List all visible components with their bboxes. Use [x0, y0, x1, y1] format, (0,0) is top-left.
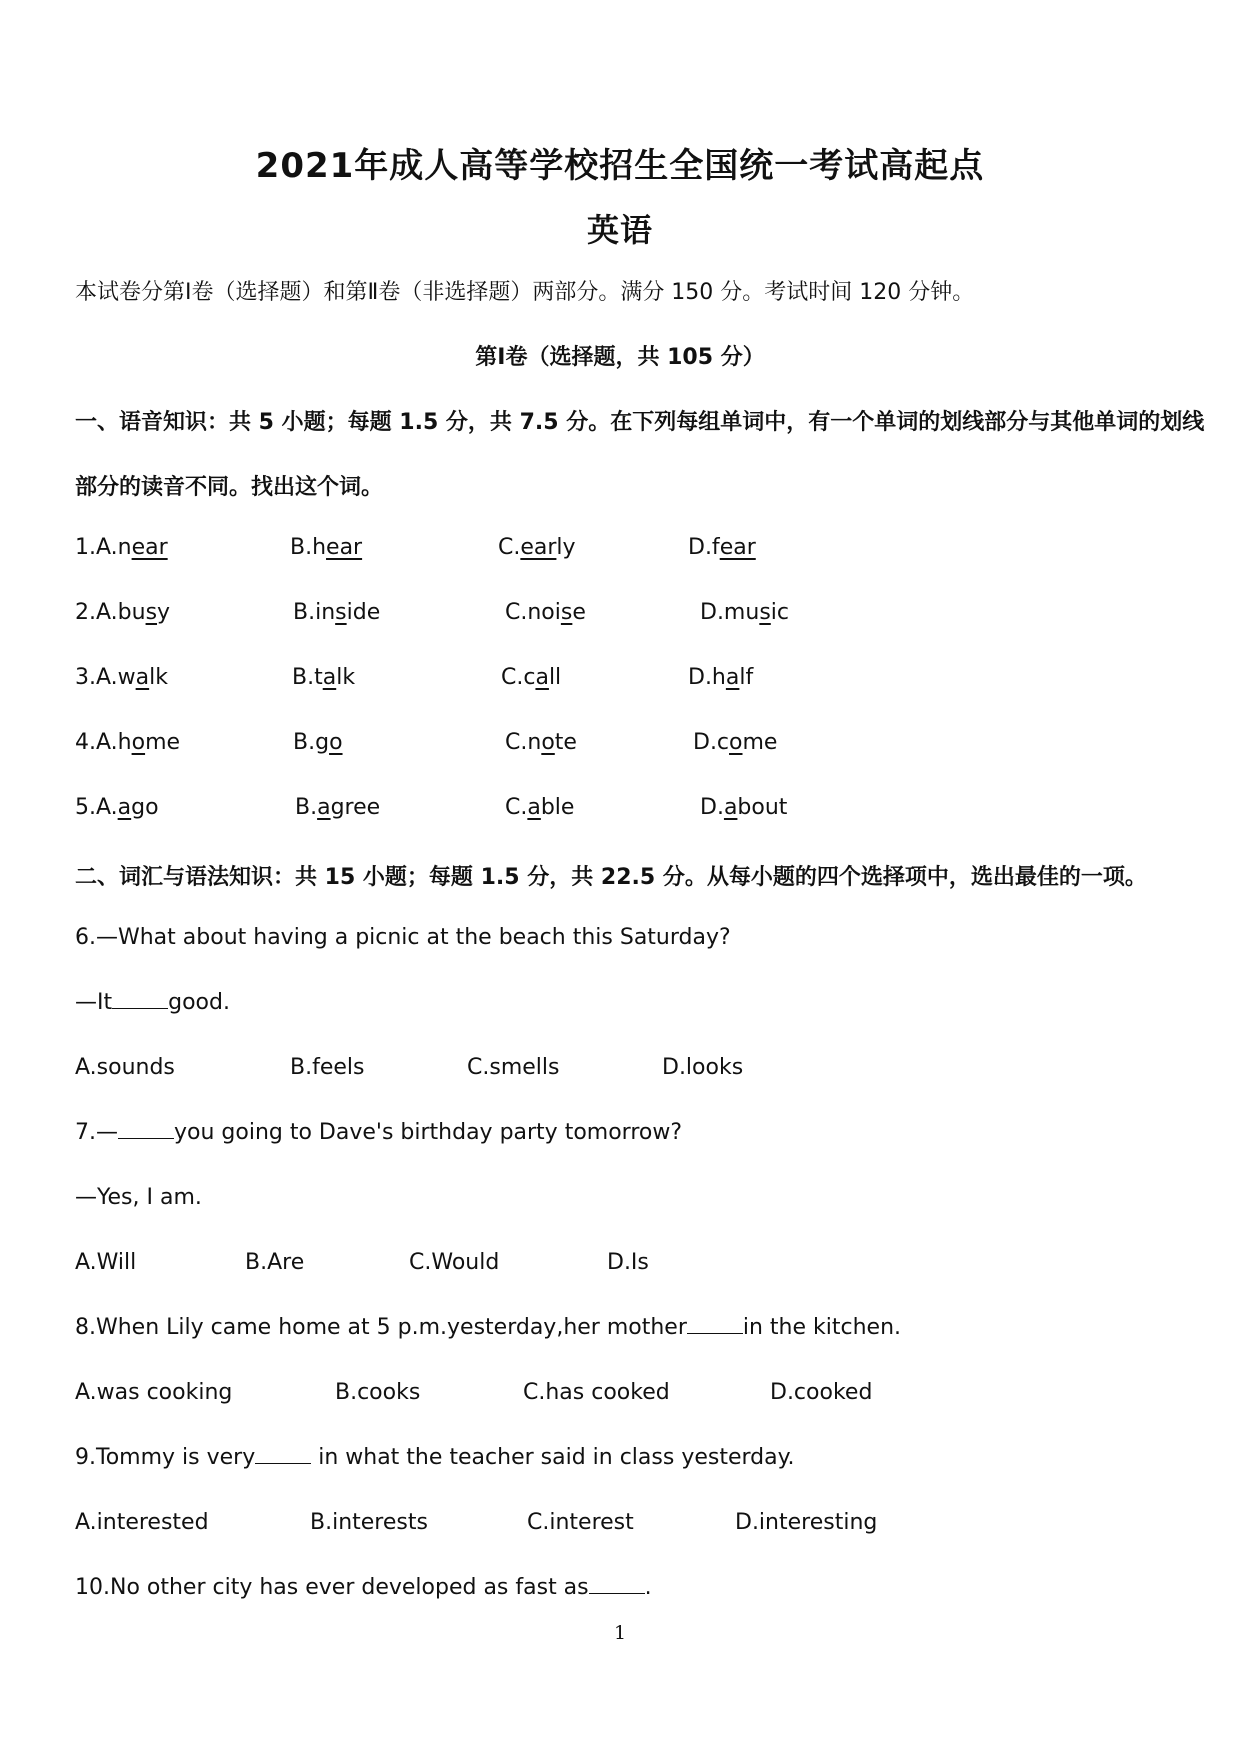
option-9a[interactable]: A.interested: [75, 1510, 209, 1535]
option-1d[interactable]: D.fear: [688, 535, 756, 560]
q7-response: —Yes, I am.: [75, 1185, 202, 1210]
option-9c[interactable]: C.interest: [527, 1510, 634, 1535]
q6-response: —It good.: [75, 990, 230, 1015]
option-6c[interactable]: C.smells: [467, 1055, 560, 1080]
option-1a[interactable]: 1.A.near: [75, 535, 168, 560]
option-1c[interactable]: C.early: [498, 535, 576, 560]
answer-blank[interactable]: [112, 990, 168, 1009]
option-6b[interactable]: B.feels: [290, 1055, 365, 1080]
option-4c[interactable]: C.note: [505, 730, 577, 755]
intro-text: 本试卷分第Ⅰ卷（选择题）和第Ⅱ卷（非选择题）两部分。满分 150 分。考试时间 120 分钟。: [75, 280, 975, 305]
answer-blank[interactable]: [118, 1120, 174, 1139]
answer-blank[interactable]: [589, 1575, 645, 1594]
option-8c[interactable]: C.has cooked: [523, 1380, 670, 1405]
q10-prompt: 10.No other city has ever developed as fast as .: [75, 1575, 652, 1600]
option-4a[interactable]: 4.A.home: [75, 730, 181, 755]
option-3a[interactable]: 3.A.walk: [75, 665, 168, 690]
option-5a[interactable]: 5.A.ago: [75, 795, 159, 820]
option-7a[interactable]: A.Will: [75, 1250, 137, 1275]
option-8b[interactable]: B.cooks: [335, 1380, 421, 1405]
page-number: 1: [613, 1622, 627, 1644]
option-7b[interactable]: B.Are: [245, 1250, 305, 1275]
q6-prompt: 6.—What about having a picnic at the beach this Saturday?: [75, 925, 731, 950]
section1-heading-line2: 部分的读音不同。找出这个词。: [75, 475, 384, 500]
option-5b[interactable]: B.agree: [295, 795, 381, 820]
option-4b[interactable]: B.go: [293, 730, 343, 755]
option-8d[interactable]: D.cooked: [770, 1380, 873, 1405]
option-2d[interactable]: D.music: [700, 600, 789, 625]
answer-blank[interactable]: [687, 1315, 743, 1334]
option-2a[interactable]: 2.A.busy: [75, 600, 171, 625]
option-2b[interactable]: B.inside: [293, 600, 381, 625]
option-8a[interactable]: A.was cooking: [75, 1380, 233, 1405]
option-9d[interactable]: D.interesting: [735, 1510, 878, 1535]
option-5d[interactable]: D.about: [700, 795, 788, 820]
q7-prompt: 7.— you going to Dave's birthday party tomorrow?: [75, 1120, 683, 1145]
option-1b[interactable]: B.hear: [290, 535, 363, 560]
q8-prompt: 8.When Lily came home at 5 p.m.yesterday,her mother in the kitchen.: [75, 1315, 902, 1340]
option-7d[interactable]: D.Is: [607, 1250, 649, 1275]
option-7c[interactable]: C.Would: [409, 1250, 500, 1275]
option-2c[interactable]: C.noise: [505, 600, 586, 625]
option-3c[interactable]: C.call: [501, 665, 562, 690]
option-6d[interactable]: D.looks: [662, 1055, 744, 1080]
option-9b[interactable]: B.interests: [310, 1510, 428, 1535]
option-6a[interactable]: A.sounds: [75, 1055, 175, 1080]
option-3d[interactable]: D.half: [688, 665, 754, 690]
section1-heading-line1: 一、语音知识：共 5 小题；每题 1.5 分，共 7.5 分。在下列每组单词中，有一个单词的划线部分与其他单词的划线: [75, 410, 1205, 435]
option-3b[interactable]: B.talk: [292, 665, 356, 690]
exam-title: 2021年成人高等学校招生全国统一考试高起点: [255, 146, 985, 186]
part1-heading: 第Ⅰ卷（选择题，共 105 分）: [475, 345, 765, 370]
option-5c[interactable]: C.able: [505, 795, 575, 820]
q9-prompt: 9.Tommy is very in what the teacher said in class yesterday.: [75, 1445, 795, 1470]
answer-blank[interactable]: [255, 1445, 311, 1464]
section2-heading: 二、词汇与语法知识：共 15 小题；每题 1.5 分，共 22.5 分。从每小题的四个选择项中，选出最佳的一项。: [75, 865, 1147, 890]
subject-title: 英语: [586, 211, 653, 249]
option-4d[interactable]: D.come: [693, 730, 778, 755]
